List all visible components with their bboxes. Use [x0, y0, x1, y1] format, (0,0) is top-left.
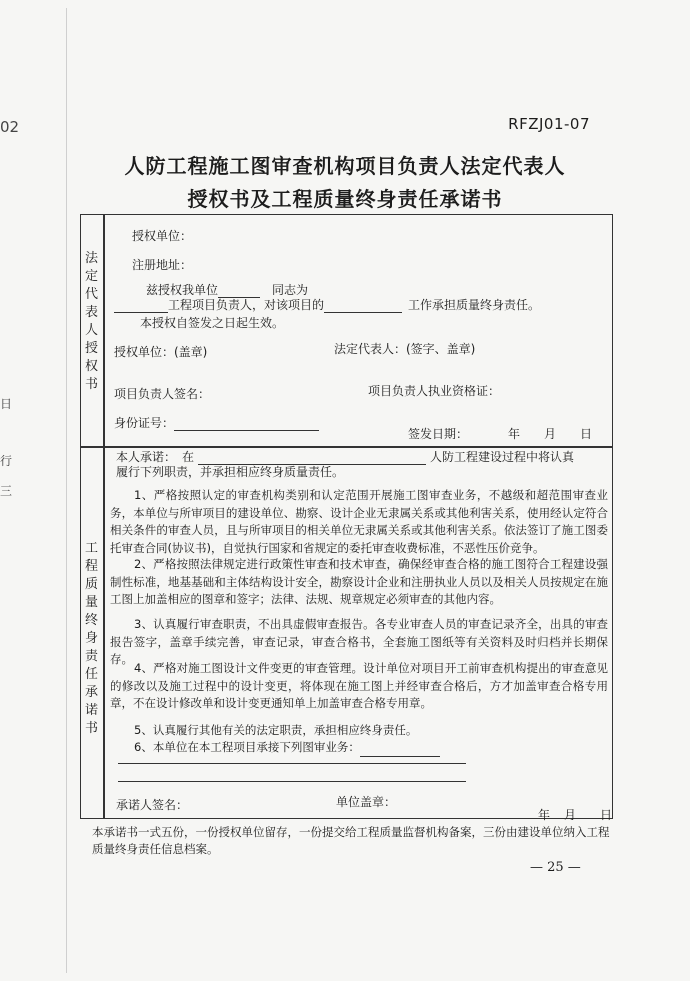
label-char: 代: [84, 287, 98, 302]
commitment-item-5: 5、认真履行其他有关的法定职责，承担相应终身责任。: [134, 723, 418, 737]
grant-text-a: 兹授权我单位: [146, 283, 219, 297]
label-char: 工: [84, 541, 98, 556]
id-blank[interactable]: [174, 418, 319, 431]
label-char: 程: [84, 559, 98, 574]
sign-month: 月: [564, 808, 577, 822]
pm-certificate: 项目负责人执业资格证：: [368, 384, 501, 398]
sign-date: [538, 806, 612, 823]
title-line-1: 人防工程施工图审查机构项目负责人法定代表人: [124, 154, 566, 178]
edge-page-fragment: 02: [0, 118, 20, 136]
edge-fragment-3: 三: [0, 484, 13, 498]
label-char: 书: [84, 377, 98, 392]
grant-name-blank[interactable]: [114, 300, 168, 313]
label-char: 量: [84, 595, 98, 610]
label-char: 授: [84, 341, 98, 356]
promise-text-a: 在: [182, 450, 195, 464]
section-label-authorization: [80, 250, 103, 394]
edge-fragment-1: 日: [0, 397, 13, 411]
pm-signature: 项目负责人签名：: [114, 387, 211, 401]
footer-note: 本承诺书一式五份，一份授权单位留存，一份提交给工程质量监督机构备案，三份由建设单位纳入工程质量终身责任信息档案。: [92, 825, 610, 856]
label-char: 终: [84, 613, 98, 628]
title-line-2: 授权书及工程质量终身责任承诺书: [187, 187, 503, 211]
auth-unit-seal: 授权单位：(盖章): [114, 345, 208, 359]
label-char: 人: [84, 323, 98, 338]
business-line-2[interactable]: [118, 781, 466, 782]
promisor-signature: 承诺人签名：: [116, 798, 189, 812]
section-label-commitment: [80, 540, 103, 738]
label-char: 定: [84, 269, 98, 284]
label-char: 诺: [84, 703, 98, 718]
business-line-1[interactable]: [118, 763, 466, 764]
sign-year: 年: [538, 808, 551, 822]
id-label: 身份证号：: [114, 416, 175, 430]
commitment-item-6: [110, 739, 608, 757]
commitment-item-3: 3、认真履行审查职责，不出具虚假审查报告。各专业审查人员的审查记录齐全，出具的审查报告签字，盖章手续完善，审查记录，审查合格书，全套施工图纸等有关资料及时归档并长期保存。: [110, 617, 608, 666]
label-char: 质: [84, 577, 98, 592]
commitment-item-4: 4、严格对施工图设计文件变更的审查管理。设计单位对项目开工前审查机构提出的审查意见的修改以及施工过程中的设计变更，将体现在施工图上并经审查合格后，方才加盖审查合格专用章，不在设计修改单和设计变更通知单上加盖审查合格专用章。: [110, 661, 608, 710]
grant2-text-b: 工作承担质量终身责任。: [408, 298, 541, 312]
sign-day: 日: [600, 808, 613, 822]
label-char: 任: [84, 667, 98, 682]
id-number-field: [114, 414, 319, 431]
promise-line-2: 履行下列职责，并承担相应终身质量责任。: [116, 465, 345, 479]
item6-blank[interactable]: [360, 744, 440, 757]
issue-month: 月: [544, 427, 557, 441]
unit-seal: 单位盖章：: [336, 795, 397, 809]
label-char: 书: [84, 721, 98, 736]
label-column-divider: [103, 214, 105, 819]
grant-text-b: 同志为: [272, 283, 309, 297]
issue-day: 日: [580, 427, 593, 441]
document-code: RFZJ01-07: [508, 115, 590, 133]
label-char: 表: [84, 305, 98, 320]
legal-rep-signature: 法定代表人：(签字、盖章): [334, 342, 476, 356]
reg-address-field: 注册地址：: [132, 258, 193, 272]
grant2-text-a: 工程项目负责人，对该项目的: [168, 298, 325, 312]
page-number: — 25 —: [530, 860, 581, 875]
promise-head: 本人承诺：: [116, 450, 177, 464]
auth-unit-field: 授权单位：: [132, 229, 193, 243]
grant-work-blank[interactable]: [324, 300, 402, 313]
commitment-item-2: 2、严格按照法律规定进行政策性审查和技术审查，确保经审查合格的施工图符合工程建设强制性标准，地基基础和主体结构设计安全，勘察设计企业和注册执业人员以及相关人员按规定在施工图上加盖相应的图章和签字；法律、法规、规章规定必须审查的其他内容。: [110, 557, 608, 606]
item6-text: 6、本单位在本工程项目承接下列图审业务：: [134, 740, 360, 754]
grant-line-2: [114, 296, 540, 313]
label-char: 身: [84, 631, 98, 646]
label-char: 法: [84, 251, 98, 266]
issue-year: 年: [508, 427, 521, 441]
label-char: 权: [84, 359, 98, 374]
commitment-item-1: 1、严格按照认定的审查机构类别和认定范围开展施工图审查业务，不越级和超范围审查业务，本单位与所审项目的建设单位、勘察、设计企业无隶属关系或其他利害关系，使用经认定符合相关条件的审查人员，且与所审项目的相关单位无隶属关系或其他利害关系。依法签订了施工图委托审查合同(协议书)，自觉执行国家和省规定的委托审查收费标准，不恶性压价竞争。: [110, 488, 608, 555]
label-char: 承: [84, 685, 98, 700]
edge-fragment-2: 行: [0, 454, 13, 468]
issue-date-label: 签发日期：: [408, 427, 469, 441]
issue-date: [408, 425, 592, 442]
promise-text-b: 人防工程建设过程中将认真: [430, 450, 575, 464]
effective-clause: 本授权自签发之日起生效。: [140, 316, 285, 330]
label-char: 责: [84, 649, 98, 664]
